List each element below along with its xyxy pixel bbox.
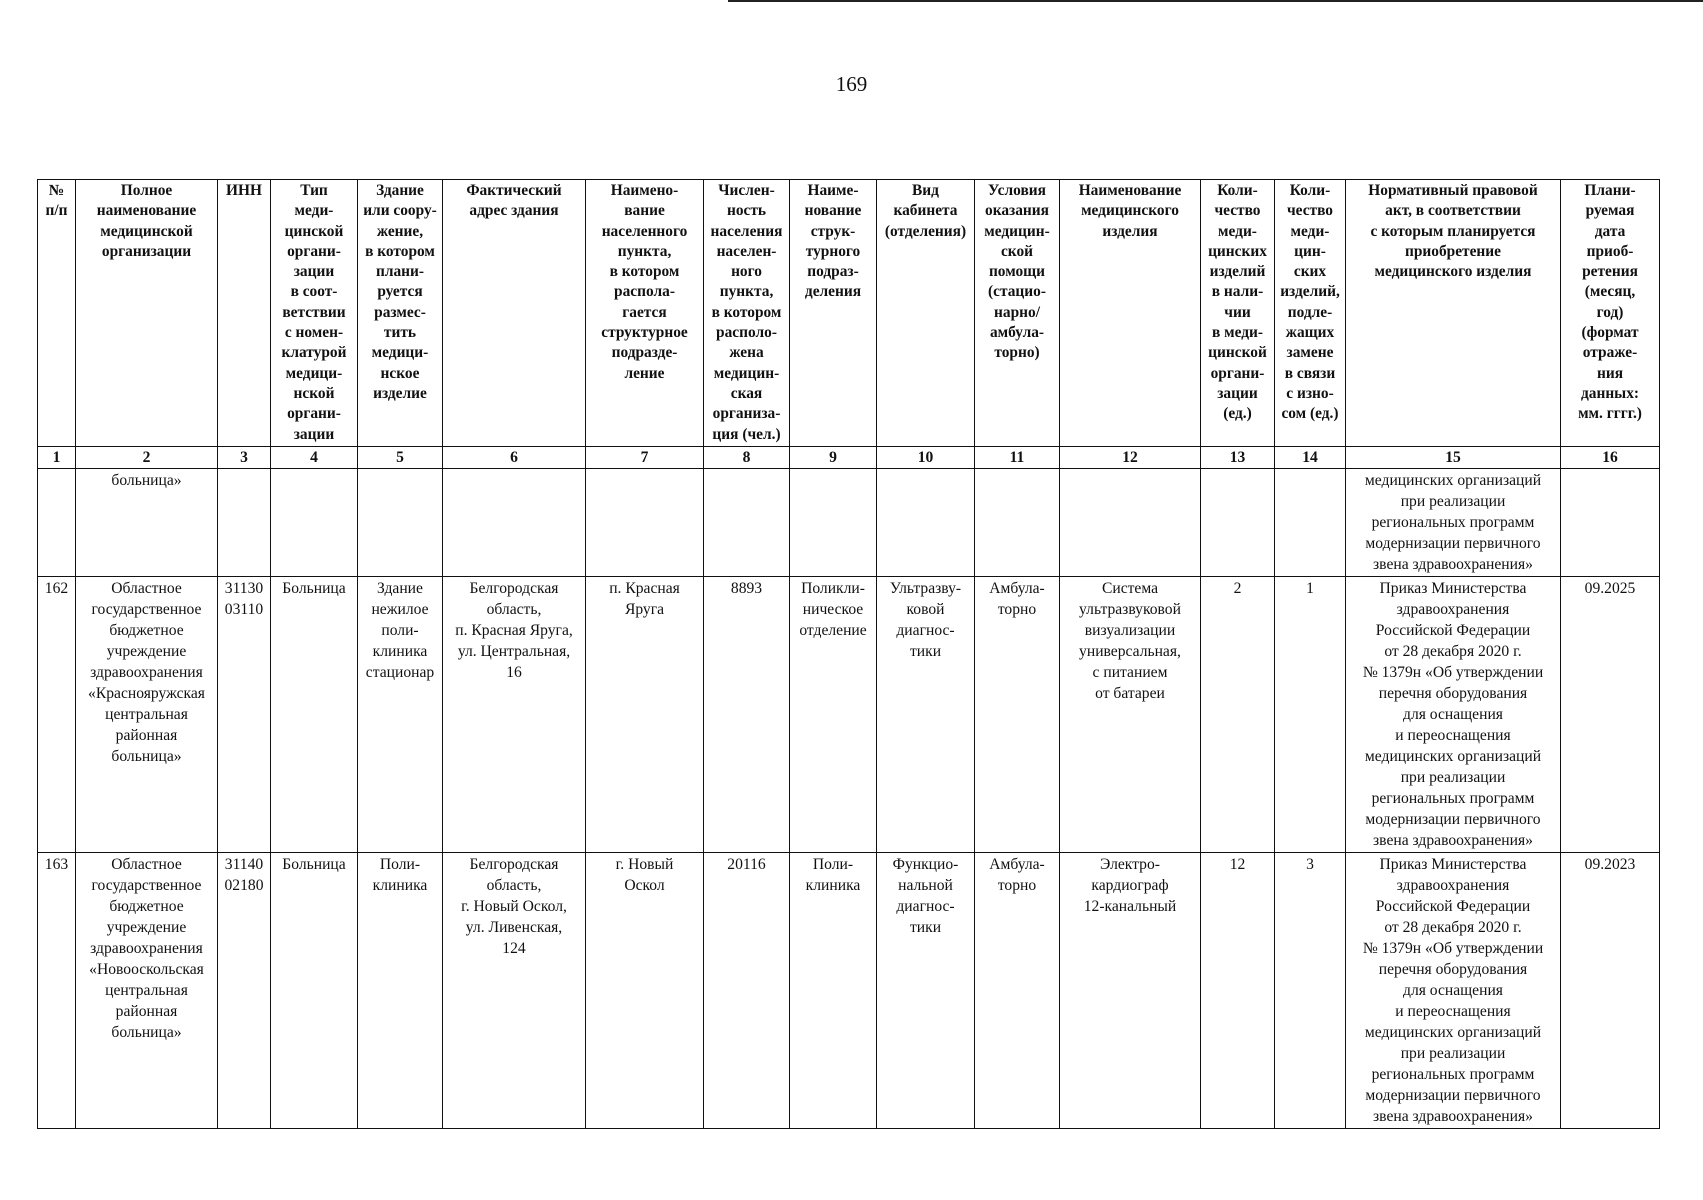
cell-cabinet: Ультразву- ковой диагнос- тики [877,576,975,852]
header-cell: Числен- ность населения населен- ного пункта, в котором располо- жена медицин- ская организа- ция (чел.) [704,180,790,447]
cell-inn: 31140 02180 [218,852,271,1128]
column-number: 8 [704,446,790,468]
cell-settlement: п. Красная Яруга [586,576,704,852]
cell-qty-available: 2 [1201,576,1275,852]
header-cell: Вид кабинета (отделения) [877,180,975,447]
cell-unit: Поли- клиника [790,852,877,1128]
cell-type: Больница [271,852,358,1128]
table-row [38,468,1660,576]
column-number: 13 [1201,446,1275,468]
cell-population [704,468,790,576]
cell-qty-replace: 3 [1275,852,1346,1128]
header-cell: Фактический адрес здания [443,180,586,447]
cell-address [443,468,586,576]
cell-org: больница» [76,468,218,576]
header-cell: Наименование медицинского изделия [1060,180,1201,447]
cell-qty-available: 12 [1201,852,1275,1128]
cell-qty-replace: 1 [1275,576,1346,852]
header-cell: Нормативный правовой акт, в соответствии с которым планируется приобретение медицинского изделия [1346,180,1561,447]
cell-legal-act: Приказ Министерства здравоохранения Российской Федерации от 28 декабря 2020 г. № 1379н «Об утверждении перечня оборудования для оснащения и переоснащения медицинских организаций при реализации региональных программ модернизации первичного звена здравоохранения» [1346,852,1561,1128]
cell-conditions [975,468,1060,576]
cell-population: 8893 [704,576,790,852]
cell-date: 09.2023 [1561,852,1660,1128]
cell-date [1561,468,1660,576]
column-number: 11 [975,446,1060,468]
cell-cabinet [877,468,975,576]
column-number: 6 [443,446,586,468]
column-number: 4 [271,446,358,468]
cell-address: Белгородская область, г. Новый Оскол, ул. Ливенская, 124 [443,852,586,1128]
cell-cabinet: Функцио- нальной диагнос- тики [877,852,975,1128]
cell-org: Областное государственное бюджетное учреждение здравоохранения «Новооскольская центральная районная больница» [76,852,218,1128]
header-row [38,180,1660,447]
header-cell: Коли- чество меди- цинских изделий в нали- чии в меди- цинской органи- зации (ед.) [1201,180,1275,447]
cell-inn: 31130 03110 [218,576,271,852]
column-number: 2 [76,446,218,468]
cell-population: 20116 [704,852,790,1128]
column-number: 9 [790,446,877,468]
cell-device [1060,468,1201,576]
header-cell: ИНН [218,180,271,447]
header-cell: Условия оказания медицин- ской помощи (стацио- нарно/ амбула- торно) [975,180,1060,447]
cell-type: Больница [271,576,358,852]
column-number: 16 [1561,446,1660,468]
column-number: 10 [877,446,975,468]
column-number-row [38,446,1660,468]
cell-unit [790,468,877,576]
cell-num: 163 [38,852,76,1128]
cell-address: Белгородская область, п. Красная Яруга, ул. Центральная, 16 [443,576,586,852]
cell-building: Поли- клиника [358,852,443,1128]
column-number: 1 [38,446,76,468]
top-rule [728,0,1703,2]
column-number: 5 [358,446,443,468]
header-cell: Здание или соору- жение, в котором плани- руется размес- тить медици- нское изделие [358,180,443,447]
header-cell: Наимено- вание населенного пункта, в котором распола- гается структурное подразде- ление [586,180,704,447]
cell-num: 162 [38,576,76,852]
cell-device: Система ультразвуковой визуализации универсальная, с питанием от батареи [1060,576,1201,852]
column-number: 14 [1275,446,1346,468]
column-number: 15 [1346,446,1561,468]
equipment-table [37,179,1660,1129]
table-row [38,852,1660,1128]
header-cell: Наиме- нование струк- турного подраз- деления [790,180,877,447]
cell-settlement [586,468,704,576]
page-number: 169 [835,72,868,96]
cell-legal-act: медицинских организаций при реализации региональных программ модернизации первичного звена здравоохранения» [1346,468,1561,576]
cell-settlement: г. Новый Оскол [586,852,704,1128]
column-number: 3 [218,446,271,468]
cell-legal-act: Приказ Министерства здравоохранения Российской Федерации от 28 декабря 2020 г. № 1379н «Об утверждении перечня оборудования для оснащения и переоснащения медицинских организаций при реализации региональных программ модернизации первичного звена здравоохранения» [1346,576,1561,852]
header-cell: № п/п [38,180,76,447]
header-cell: Тип меди- цинской органи- зации в соот- ветствии с номен- клатурой медици- нской органи- зации [271,180,358,447]
cell-org: Областное государственное бюджетное учреждение здравоохранения «Краснояружская центральная районная больница» [76,576,218,852]
cell-device: Электро- кардиограф 12-канальный [1060,852,1201,1128]
cell-conditions: Амбула- торно [975,576,1060,852]
header-cell: Коли- чество меди- цин- ских изделий, подле- жащих замене в связи с изно- сом (ед.) [1275,180,1346,447]
header-cell: Полное наименование медицинской организации [76,180,218,447]
cell-type [271,468,358,576]
column-number: 7 [586,446,704,468]
header-cell: Плани- руемая дата приоб- ретения (месяц, год) (формат отраже- ния данных: мм. гггг.) [1561,180,1660,447]
cell-inn [218,468,271,576]
table-row [38,576,1660,852]
cell-qty-replace [1275,468,1346,576]
cell-conditions: Амбула- торно [975,852,1060,1128]
cell-qty-available [1201,468,1275,576]
cell-building: Здание нежилое поли- клиника стационар [358,576,443,852]
cell-unit: Поликли- ническое отделение [790,576,877,852]
cell-date: 09.2025 [1561,576,1660,852]
cell-num [38,468,76,576]
column-number: 12 [1060,446,1201,468]
cell-building [358,468,443,576]
